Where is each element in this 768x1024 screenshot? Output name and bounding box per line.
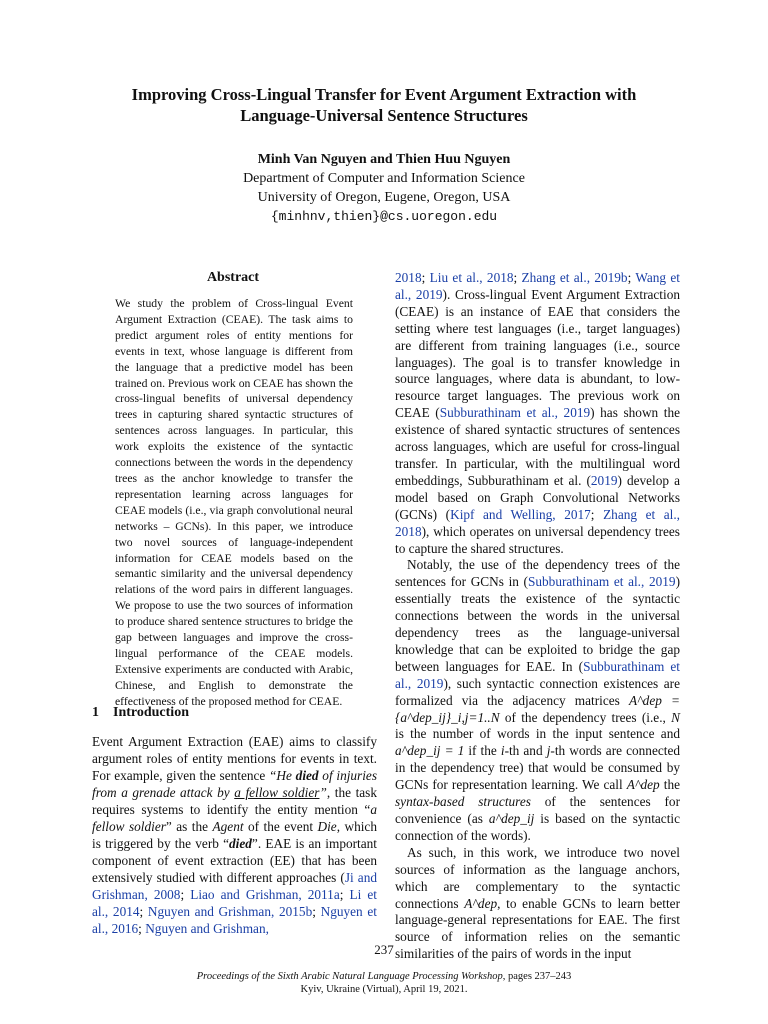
abstract-heading: Abstract [206, 270, 260, 285]
math-expression: i [500, 743, 505, 759]
trigger-word: died [295, 768, 319, 783]
citation-link[interactable]: Liao and Grishman, 2011a [190, 887, 340, 902]
term-syntax-based-structures: syntax-based structures [395, 794, 531, 810]
text-run: ” [319, 785, 327, 800]
trigger-word: died [229, 836, 252, 851]
event-type: Die [317, 819, 337, 834]
author-university: University of Oregon, Eugene, Oregon, USA [257, 190, 511, 205]
citation-link[interactable]: Liu et al., 2018 [429, 270, 514, 285]
text-run: , to enable GCNs to learn better language-general representations for EAE. The first source of information relies on the semantic similarities of the pairs of words in the input [395, 895, 680, 962]
citation-link[interactable]: Nguyen et al., 2016 [92, 904, 377, 936]
introduction-column-1 [92, 733, 377, 937]
text-run: , the task requires systems to identify the entity mention “ [92, 785, 377, 817]
col2-paragraph-1: 2018; Liu et al., 2018; Zhang et al., 2019b; Wang et al., 2019). Cross-lingual Event Argument Extraction (CEAE) is an instance of EAE that considers the setting where test languages (i.e., target languages) are different from training languages (i.e., source languages). The goal is to transfer knowledge in source languages, where data is abundant, to low-resource target languages. The previous work on CEAE (Subburathinam et al., 2019) has shown the existence of shared syntactic structures of sentences across languages, which are useful for cross-lingual transfer. In particular, with the multilingual word embeddings, Subburathinam et al. (2019) develop a model based on Graph Convolutional Networks (GCNs) (Kipf and Welling, 2017; Zhang et al., 2018), which operates on universal dependency trees to capture the shared structures. [395, 270, 681, 556]
citation-link[interactable]: Subburathinam et al., 2019 [527, 574, 676, 590]
text-run: ) develop a model based on Graph Convolutional Networks (GCNs) ( [395, 472, 680, 522]
text-run: “He [269, 768, 296, 783]
title-line-2: Language-Universal Sentence Structures [240, 106, 528, 125]
proceedings-name: Proceedings of the Sixth Arabic Natural Language Processing Workshop [196, 971, 503, 982]
author-block [60, 150, 708, 226]
citation-link[interactable]: Nguyen and Grishman, [145, 921, 269, 936]
page-number: 237 [374, 942, 394, 957]
text-run: ) essentially treats the existence of the syntactic connections between the words in the universal dependency trees as the language-universal knowledge that can be exploited to bridge the gap between languages for EAE. In ( [395, 574, 680, 674]
section-heading-introduction [92, 705, 189, 721]
text-run: ) has shown the existence of shared syntactic structures of sentences across languages, which are useful for cross-lingual transfer. In particular, with the multilingual word embeddings, Subburathinam et al. ( [395, 405, 681, 488]
col2-paragraph-2 [395, 557, 680, 844]
citation-link[interactable]: Nguyen and Grishman, 2015b [147, 904, 313, 919]
text-run: the [659, 777, 680, 793]
text-run: ), which operates on universal dependency trees to capture the shared structures. [395, 523, 680, 556]
text-run: ), such syntactic connection existences are formalized via the adjacency matrices [395, 675, 680, 708]
text-run: Notably, the use of the dependency trees of the sentences for GCNs in ( [395, 557, 680, 590]
math-expression: A^dep = {a^dep_ij}_i,j=1..N [395, 692, 680, 725]
text-run: As such, in this work, we introduce two novel sources of information as the language anchors, which are complementary to the syntactic connections [395, 844, 680, 911]
title-line-1: Improving Cross-Lingual Transfer for Event Argument Extraction with [131, 85, 637, 104]
text-run: of the sentences for convenience (as [395, 794, 680, 826]
section-title: Introduction [113, 705, 189, 720]
citation-link[interactable]: 2018 [395, 270, 422, 285]
introduction-column-2 [395, 270, 680, 963]
footer-location: Kyiv, Ukraine (Virtual), April 19, 2021. [300, 984, 468, 995]
paper-title [60, 84, 708, 126]
argument-span: a fellow soldier [234, 785, 320, 800]
citation-link[interactable]: Zhang et al., 2019b [521, 270, 628, 285]
text-run: is based on the syntactic connection of the words). [395, 811, 680, 843]
text-run: if the [464, 743, 501, 759]
text-run: ). Cross-lingual Event Argument Extraction (CEAE) is an instance of EAE that considers the setting where test languages (i.e., target languages) are different from training languages (i.e., source languages). The goal is to transfer knowledge in source languages, where data is abundant, to low-resource target languages. The previous work on CEAE ( [395, 286, 680, 421]
text-run: Event Argument Extraction (EAE) aims to classify argument roles of entity mentions for events in text. For example, given the sentence [92, 734, 377, 783]
math-expression: N [671, 709, 680, 725]
section-number: 1 [92, 705, 99, 720]
text-run: -th and [504, 743, 547, 759]
proceedings-footer [0, 970, 768, 996]
author-department: Department of Computer and Information Science [243, 171, 525, 186]
text-run: of the event [243, 819, 318, 834]
proceedings-pages: , pages 237–243 [502, 971, 572, 982]
citation-link[interactable]: 2019 [590, 472, 618, 488]
text-run: of the dependency trees (i.e., [499, 709, 672, 725]
text-run: -th words are connected in the dependency tree) that would be consumed by GCNs for representation learning. We call [395, 743, 681, 793]
text-run: ” as the [165, 819, 213, 834]
math-expression: j [546, 743, 551, 759]
math-expression: A^dep [626, 777, 660, 793]
math-expression: a^dep_ij = 1 [395, 743, 465, 759]
abstract-text: We study the problem of Cross-lingual Event Argument Extraction (CEAE). The task aims to predict argument roles of entity mentions for events in text, whose language is different from the language that a predictive model has been trained on. Previous work on CEAE has shown the cross-lingual benefits of universal dependency trees in capturing shared syntactic structures of sentences across languages. In particular, this work exploits the existence of the syntactic connections between the words in the dependency trees as the anchor knowledge to transfer the representation learning across languages for CEAE models (i.e., via graph convolutional neural networks – GCNs). In this paper, we introduce two novel sources of language-independent information for CEAE models based on the semantic similarity and the universal dependency relations of the word pairs in different languages. We propose to use the two sources of information to produce shared sentence structures to bridge the gap between languages and improve the cross-lingual performance of the CEAE models. Extensive experiments are conducted with Arabic, Chinese, and English to demonstrate the effectiveness of the proposed method for CEAE. [115, 297, 353, 708]
text-run: of injuries from a grenade attack by [92, 768, 378, 800]
citation-link[interactable]: Subburathinam et al., 2019 [395, 658, 680, 691]
text-run: ”. EAE is an important component of event extraction (EE) that has been extensively studied with different approaches ( [92, 836, 377, 885]
author-email: {minhnv,thien}@cs.uoregon.edu [270, 209, 498, 224]
citation-link[interactable]: Zhang et al., 2018 [395, 506, 680, 539]
citation-link[interactable]: Kipf and Welling, 2017 [450, 506, 591, 522]
citation-link[interactable]: Wang et al., 2019 [395, 270, 680, 302]
author-names: Minh Van Nguyen and Thien Huu Nguyen [257, 152, 511, 167]
text-run: , which is triggered by the verb “ [92, 819, 377, 851]
argument-mention: a fellow soldier [92, 802, 377, 834]
footer-line-1 [0, 970, 768, 983]
citation-link[interactable]: Ji and Grishman, 2008 [92, 870, 377, 902]
math-expression: A^dep [464, 895, 498, 911]
citation-link[interactable]: Subburathinam et al., 2019 [439, 405, 591, 421]
math-expression: a^dep_ij [488, 811, 535, 826]
text-run: is the number of words in the input sentence and [395, 726, 680, 742]
citation-link[interactable]: Li et al., 2014 [92, 887, 377, 919]
role-name: Agent [212, 819, 244, 834]
intro-paragraph-1: Event Argument Extraction (EAE) aims to classify argument roles of entity mentions for events in text. For example, given the sentence “He died of injuries from a grenade attack by a fellow soldier”, the task requires systems to identify the entity mention “a fellow soldier” as the Agent of the event Die, which is triggered by the verb “died”. EAE is an important component of event extraction (EE) that has been extensively studied with different approaches (Ji and Grishman, 2008; Liao and Grishman, 2011a; Li et al., 2014; Nguyen and Grishman, 2015b; Nguyen et al., 2016; Nguyen and Grishman, [92, 734, 378, 936]
